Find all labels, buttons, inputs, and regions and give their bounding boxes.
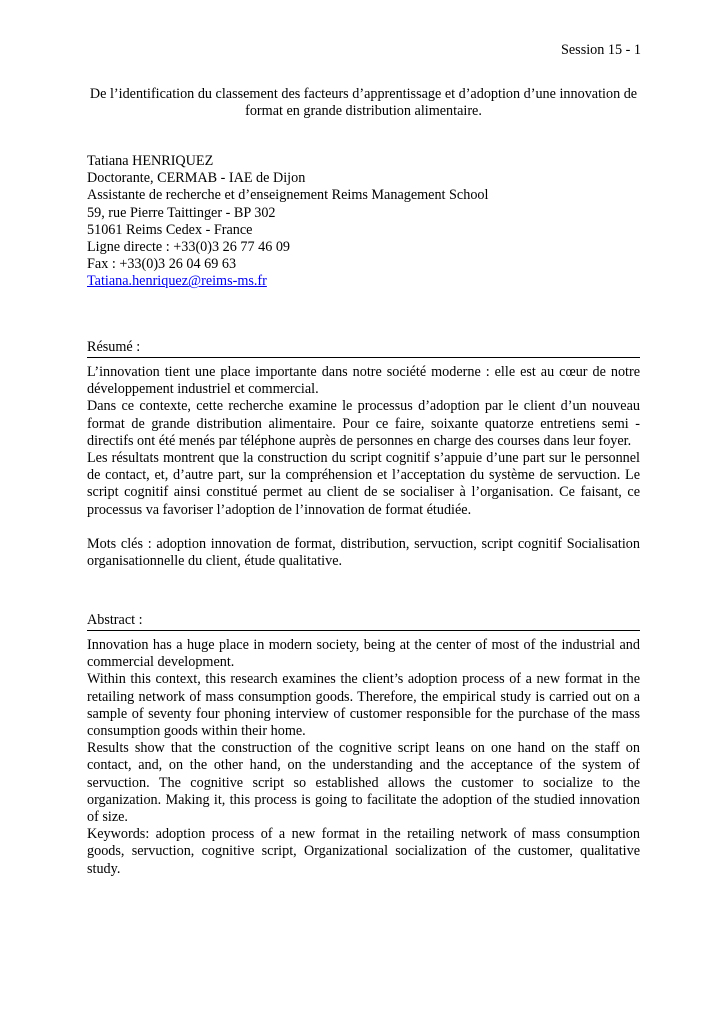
author-name: Tatiana HENRIQUEZ: [87, 153, 214, 169]
author-role-assistante: Assistante de recherche et d’enseignement Reims Management School: [87, 187, 489, 204]
author-role-doctorante: Doctorante, CERMAB - IAE de Dijon: [87, 170, 306, 187]
resume-paragraph-3: Les résultats montrent que la construction du script cognitif s’appuie d’une part sur le personnel de contact, et, d’autre part, sur la compréhension et l’acceptation du système de servuction. Le script cognitif ainsi constitué permet au client de se socialiser à l’organisation. Ce faisant, ce processus va favoriser l’adoption de l’innovation de format étudiée.: [87, 450, 640, 518]
abstract-paragraph-2: Within this context, this research examines the client’s adoption process of a new format in the retailing network of mass consumption goods. Therefore, the empirical study is carried out on a sample of seventy four phoning interview of customer responsible for the purchase of the mass consumption goods within their home.: [87, 671, 640, 740]
abstract-paragraph-3: Results show that the construction of the cognitive script leans on one hand on the staff on contact, and, on the other hand, on the understanding and the acceptance of the system of servuction. The cognitive script so established allows the customer to socialize to the organization. Making it, this process is going to facilitate the adoption of the studied innovation of size.: [87, 740, 640, 826]
abstract-keywords: Keywords: adoption process of a new format in the retailing network of mass consumption goods, servuction, cognitive script, Organizational socialization of the customer, qualitative study.: [87, 826, 640, 877]
author-block: [87, 153, 640, 291]
session-label: Session 15 - 1: [560, 42, 641, 58]
abstract-paragraph-1: Innovation has a huge place in modern society, being at the center of most of the industrial and commercial development.: [87, 637, 640, 671]
author-address-street: 59, rue Pierre Taittinger - BP 302: [87, 204, 276, 221]
abstract-body: [87, 637, 640, 878]
resume-heading: Résumé :: [87, 339, 640, 358]
author-address-city: 51061 Reims Cedex - France: [87, 221, 253, 238]
author-email-link[interactable]: Tatiana.henriquez@reims-ms.fr: [87, 273, 267, 290]
author-phone: Ligne directe : +33(0)3 26 77 46 09: [87, 239, 291, 256]
abstract-heading: Abstract :: [87, 612, 640, 631]
resume-body: [87, 364, 640, 570]
resume-paragraph-1: L’innovation tient une place importante dans notre société moderne : elle est au cœur de notre développement industriel et commercial.: [87, 364, 640, 398]
author-fax: Fax : +33(0)3 26 04 69 63: [87, 256, 237, 273]
paper-title: De l’identification du classement des facteurs d’apprentissage et d’adoption d’une innovation de format en grande distribution alimentaire.: [89, 86, 638, 120]
resume-paragraph-2: Dans ce contexte, cette recherche examine le processus d’adoption par le client d’un nouveau format de grande distribution alimentaire. Pour ce faire, soixante quatorze entretiens semi - directifs ont été menés par téléphone auprès de personnes en charge des courses dans leur foyer.: [87, 398, 640, 449]
resume-keywords: Mots clés : adoption innovation de format, distribution, servuction, script cognitif Socialisation organisationnelle du client, étude qualitative.: [87, 535, 640, 570]
